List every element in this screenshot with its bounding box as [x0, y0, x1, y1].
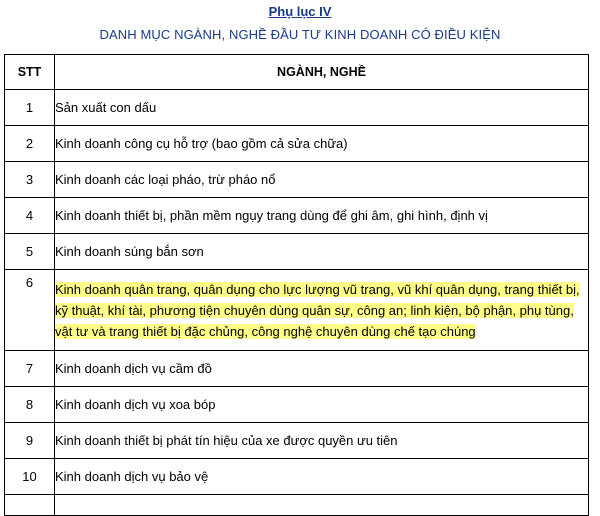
column-header-stt: STT [5, 55, 55, 90]
table-row [5, 423, 589, 459]
row-number: 9 [5, 423, 55, 459]
row-number: 7 [5, 351, 55, 387]
row-number: 1 [5, 90, 55, 126]
appendix-title: Phụ lục IV [268, 4, 332, 19]
row-number: 6 [5, 270, 55, 351]
business-line-name: Kinh doanh dịch vụ bảo vệ [55, 459, 589, 495]
business-line-name: Kinh doanh thiết bị phát tín hiệu của xe được quyền ưu tiên [55, 423, 589, 459]
row-number: 10 [5, 459, 55, 495]
business-line-name [55, 270, 589, 351]
table-row [5, 90, 589, 126]
column-header-business-line: NGÀNH, NGHỀ [55, 55, 589, 90]
row-number: 5 [5, 234, 55, 270]
table-row [5, 387, 589, 423]
table-row [5, 459, 589, 495]
table-row [5, 234, 589, 270]
business-line-name: Kinh doanh thiết bị, phần mềm ngụy trang dùng để ghi âm, ghi hình, định vị [55, 198, 589, 234]
row-number: 3 [5, 162, 55, 198]
table-row-highlighted [5, 270, 589, 351]
row-number: 8 [5, 387, 55, 423]
table-header-row [5, 55, 589, 90]
business-line-name: Sản xuất con dấu [55, 90, 589, 126]
business-line-name: Kinh doanh công cụ hỗ trợ (bao gồm cả sửa chữa) [55, 126, 589, 162]
row-number: 4 [5, 198, 55, 234]
table-row-partial [5, 495, 589, 516]
appendix-subtitle: DANH MỤC NGÀNH, NGHỀ ĐẦU TƯ KINH DOANH CÓ ĐIỀU KIỆN [99, 27, 501, 42]
business-lines-table [4, 54, 589, 516]
business-line-name: Kinh doanh súng bắn sơn [55, 234, 589, 270]
row-number: 2 [5, 126, 55, 162]
table-row [5, 126, 589, 162]
business-line-name: Kinh doanh dịch vụ cầm đồ [55, 351, 589, 387]
business-line-name: Kinh doanh các loại pháo, trừ pháo nổ [55, 162, 589, 198]
table-row [5, 351, 589, 387]
row-number-empty [5, 495, 55, 516]
business-line-name-empty [55, 495, 589, 516]
business-line-name: Kinh doanh dịch vụ xoa bóp [55, 387, 589, 423]
highlighted-text: Kinh doanh quân trang, quân dụng cho lực lượng vũ trang, vũ khí quân dụng, trang thiết bị, kỹ thuật, khí tài, phương tiện chuyên dùng quân sự, công an; linh kiện, bộ phận, phụ tùng, vật tư và trang thiết bị đặc chủng, công nghệ chuyên dùng chế tạo chúng [55, 281, 580, 339]
table-row [5, 198, 589, 234]
table-row [5, 162, 589, 198]
